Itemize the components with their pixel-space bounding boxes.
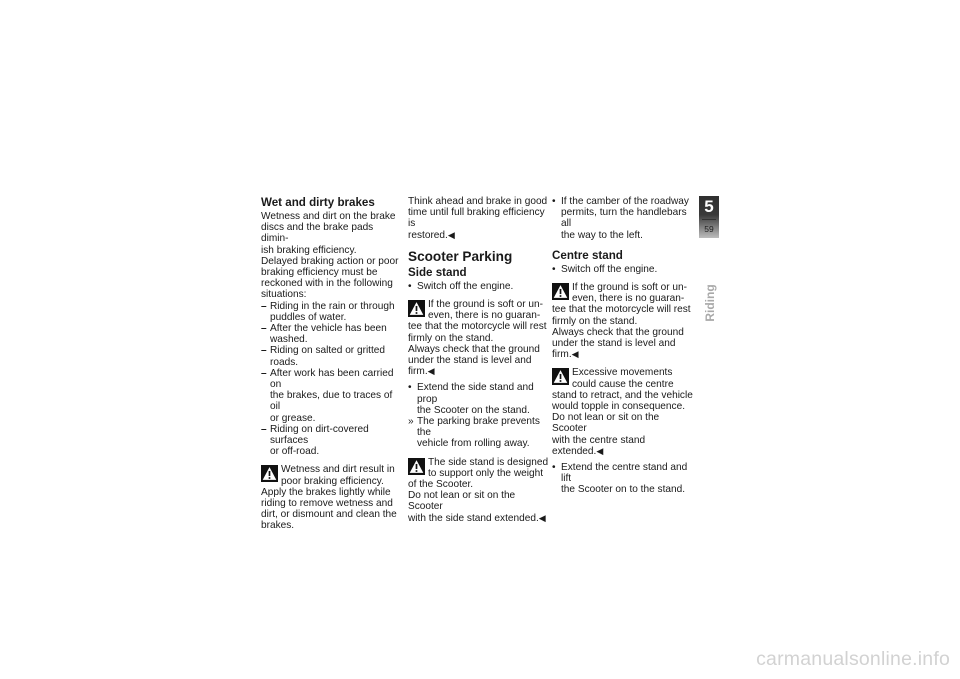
text-line: Always check that the ground (408, 343, 540, 355)
end-marker-icon: ◀ (571, 349, 579, 360)
text-line: Switch off the engine. (561, 263, 658, 275)
text-line: dirt, or dismount and clean the (261, 509, 397, 521)
chapter-tab (699, 196, 719, 238)
warning-lead (408, 457, 550, 479)
text-line: Think ahead and brake in good (408, 196, 548, 207)
list-item (261, 424, 403, 458)
dash-marker: – (261, 345, 267, 357)
dash-marker: – (261, 423, 267, 435)
warning-lead (261, 464, 403, 486)
text-line: poor braking efficiency. (281, 475, 384, 487)
list-item (408, 382, 550, 416)
text-line: the Scooter on to the stand. (561, 484, 686, 496)
text-line: Wetness and dirt result in (281, 464, 395, 476)
text-line: ish braking efficiency. (261, 244, 357, 256)
text-line: riding to remove wetness and (261, 498, 393, 510)
text-line: even, there is no guaran- (572, 293, 685, 305)
text-fragment: with the side stand extended. (408, 512, 539, 524)
text-line: the Scooter on the stand. (417, 404, 530, 416)
end-marker-icon: ◀ (538, 512, 546, 523)
text-line: to support only the weight (428, 467, 544, 479)
text-line: Do not lean or sit on the Scooter (552, 412, 660, 435)
text-line: Extend the side stand and prop (417, 382, 534, 405)
dash-marker: – (261, 323, 267, 335)
text-line: If the camber of the roadway (561, 196, 689, 207)
warning-lead (552, 282, 694, 304)
text-line: Riding in the rain or through (270, 300, 395, 312)
text-line: permits, turn the handlebars all (561, 207, 687, 230)
text-line: Riding on dirt-covered surfaces (270, 423, 369, 447)
heading-wet-dirty-brakes: Wet and dirty brakes (261, 196, 375, 209)
text-fragment: with the centre stand extended. (552, 434, 646, 457)
text-line (552, 435, 694, 457)
text-line: the brakes, due to traces of oil (270, 390, 393, 413)
text-line: After the vehicle has been (270, 323, 387, 335)
result-item (408, 416, 550, 450)
end-marker-icon: ◀ (596, 445, 604, 456)
text-line: If the ground is soft or un- (572, 282, 688, 294)
warning-block (408, 299, 550, 377)
text-line: braking efficiency must be (261, 267, 378, 279)
column-1 (261, 196, 403, 532)
text-line: situations: (261, 289, 307, 301)
text-line: tee that the motorcycle will rest (552, 304, 691, 316)
text-line: washed. (270, 334, 308, 346)
warning-triangle-icon (408, 458, 425, 475)
text-line: tee that the motorcycle will rest (408, 321, 547, 333)
column-3 (552, 196, 694, 496)
heading-scooter-parking: Scooter Parking (408, 248, 513, 264)
text-line: The side stand is designed (428, 456, 549, 468)
text-line: Wetness and dirt on the brake (261, 211, 396, 222)
warning-block (408, 457, 550, 524)
text-line: firmly on the stand. (408, 332, 494, 344)
text-line: puddles of water. (270, 311, 347, 323)
text-line: Switch off the engine. (417, 280, 514, 292)
text-line: reckoned with in the following (261, 278, 393, 290)
text-line: Do not lean or sit on the Scooter (408, 490, 516, 513)
text-fragment: firm. (552, 349, 572, 361)
bullet-marker: • (408, 280, 412, 292)
end-marker-icon: ◀ (427, 366, 435, 377)
end-marker-icon: ◀ (447, 229, 455, 240)
text-line: stand to retract, and the vehicle (552, 389, 693, 401)
text-line: roads. (270, 356, 299, 368)
watermark: carmanualsonline.info (756, 648, 950, 670)
warning-triangle-icon (552, 368, 569, 385)
bullet-marker: • (408, 382, 412, 394)
text-line: could cause the centre (572, 378, 674, 390)
bullet-marker: • (552, 263, 556, 275)
text-line: firmly on the stand. (552, 315, 638, 327)
page-number: 59 (704, 224, 714, 234)
text-line: under the stand is level and (408, 355, 532, 367)
list-item (261, 368, 403, 424)
text-line: would topple in consequence. (552, 401, 685, 413)
text-line: If the ground is soft or un- (428, 299, 544, 311)
bullet-marker: • (552, 196, 556, 207)
text-line (408, 513, 550, 524)
section-label: Riding (703, 284, 717, 322)
list-item (261, 301, 403, 323)
bullet-marker: • (552, 462, 556, 474)
text-line: Extend the centre stand and lift (561, 462, 688, 485)
text-line (408, 366, 550, 377)
warning-block (261, 464, 403, 531)
text-line: The parking brake prevents the (417, 416, 540, 439)
warning-block (552, 282, 694, 360)
list-item (552, 264, 694, 275)
text-line: time until full braking efficiency is (408, 207, 545, 230)
text-line: even, there is no guaran- (428, 310, 541, 322)
warning-lead (552, 367, 694, 389)
text-fragment: firm. (408, 366, 428, 378)
text-line: After work has been carried on (270, 367, 394, 391)
text-line: or grease. (270, 412, 316, 424)
text-line: or off-road. (270, 446, 320, 458)
list-item (552, 196, 694, 241)
intro-paragraph (408, 196, 550, 241)
list-item (261, 345, 403, 367)
dash-marker: – (261, 367, 267, 379)
text-line: Riding on salted or gritted (270, 345, 386, 357)
text-line: Excessive movements (572, 367, 673, 379)
warning-triangle-icon (408, 300, 425, 317)
subheading-centre-stand: Centre stand (552, 248, 623, 262)
chapter-number: 5 (704, 197, 714, 216)
list-item (552, 462, 694, 496)
text-line: Delayed braking action or poor (261, 255, 399, 267)
warning-triangle-icon (261, 465, 278, 482)
text-line: of the Scooter. (408, 479, 474, 491)
dash-marker: – (261, 300, 267, 312)
text-line: under the stand is level and (552, 338, 676, 350)
warning-block (552, 367, 694, 457)
list-item (261, 323, 403, 345)
text-fragment: restored. (408, 229, 448, 241)
intro-paragraph (261, 211, 403, 301)
list-item (408, 281, 550, 292)
warning-lead (408, 299, 550, 321)
subheading-side-stand: Side stand (408, 265, 467, 279)
text-line: Apply the brakes lightly while (261, 486, 391, 498)
text-line (408, 230, 550, 241)
result-marker: » (408, 416, 414, 428)
tab-divider (702, 219, 716, 220)
column-2 (408, 196, 550, 524)
text-line: discs and the brake pads dimin- (261, 222, 374, 245)
text-line: vehicle from rolling away. (417, 438, 530, 450)
text-line: Always check that the ground (552, 326, 684, 338)
warning-triangle-icon (552, 283, 569, 300)
text-line (552, 349, 694, 360)
text-line: brakes. (261, 520, 295, 532)
text-line: the way to the left. (561, 229, 643, 241)
